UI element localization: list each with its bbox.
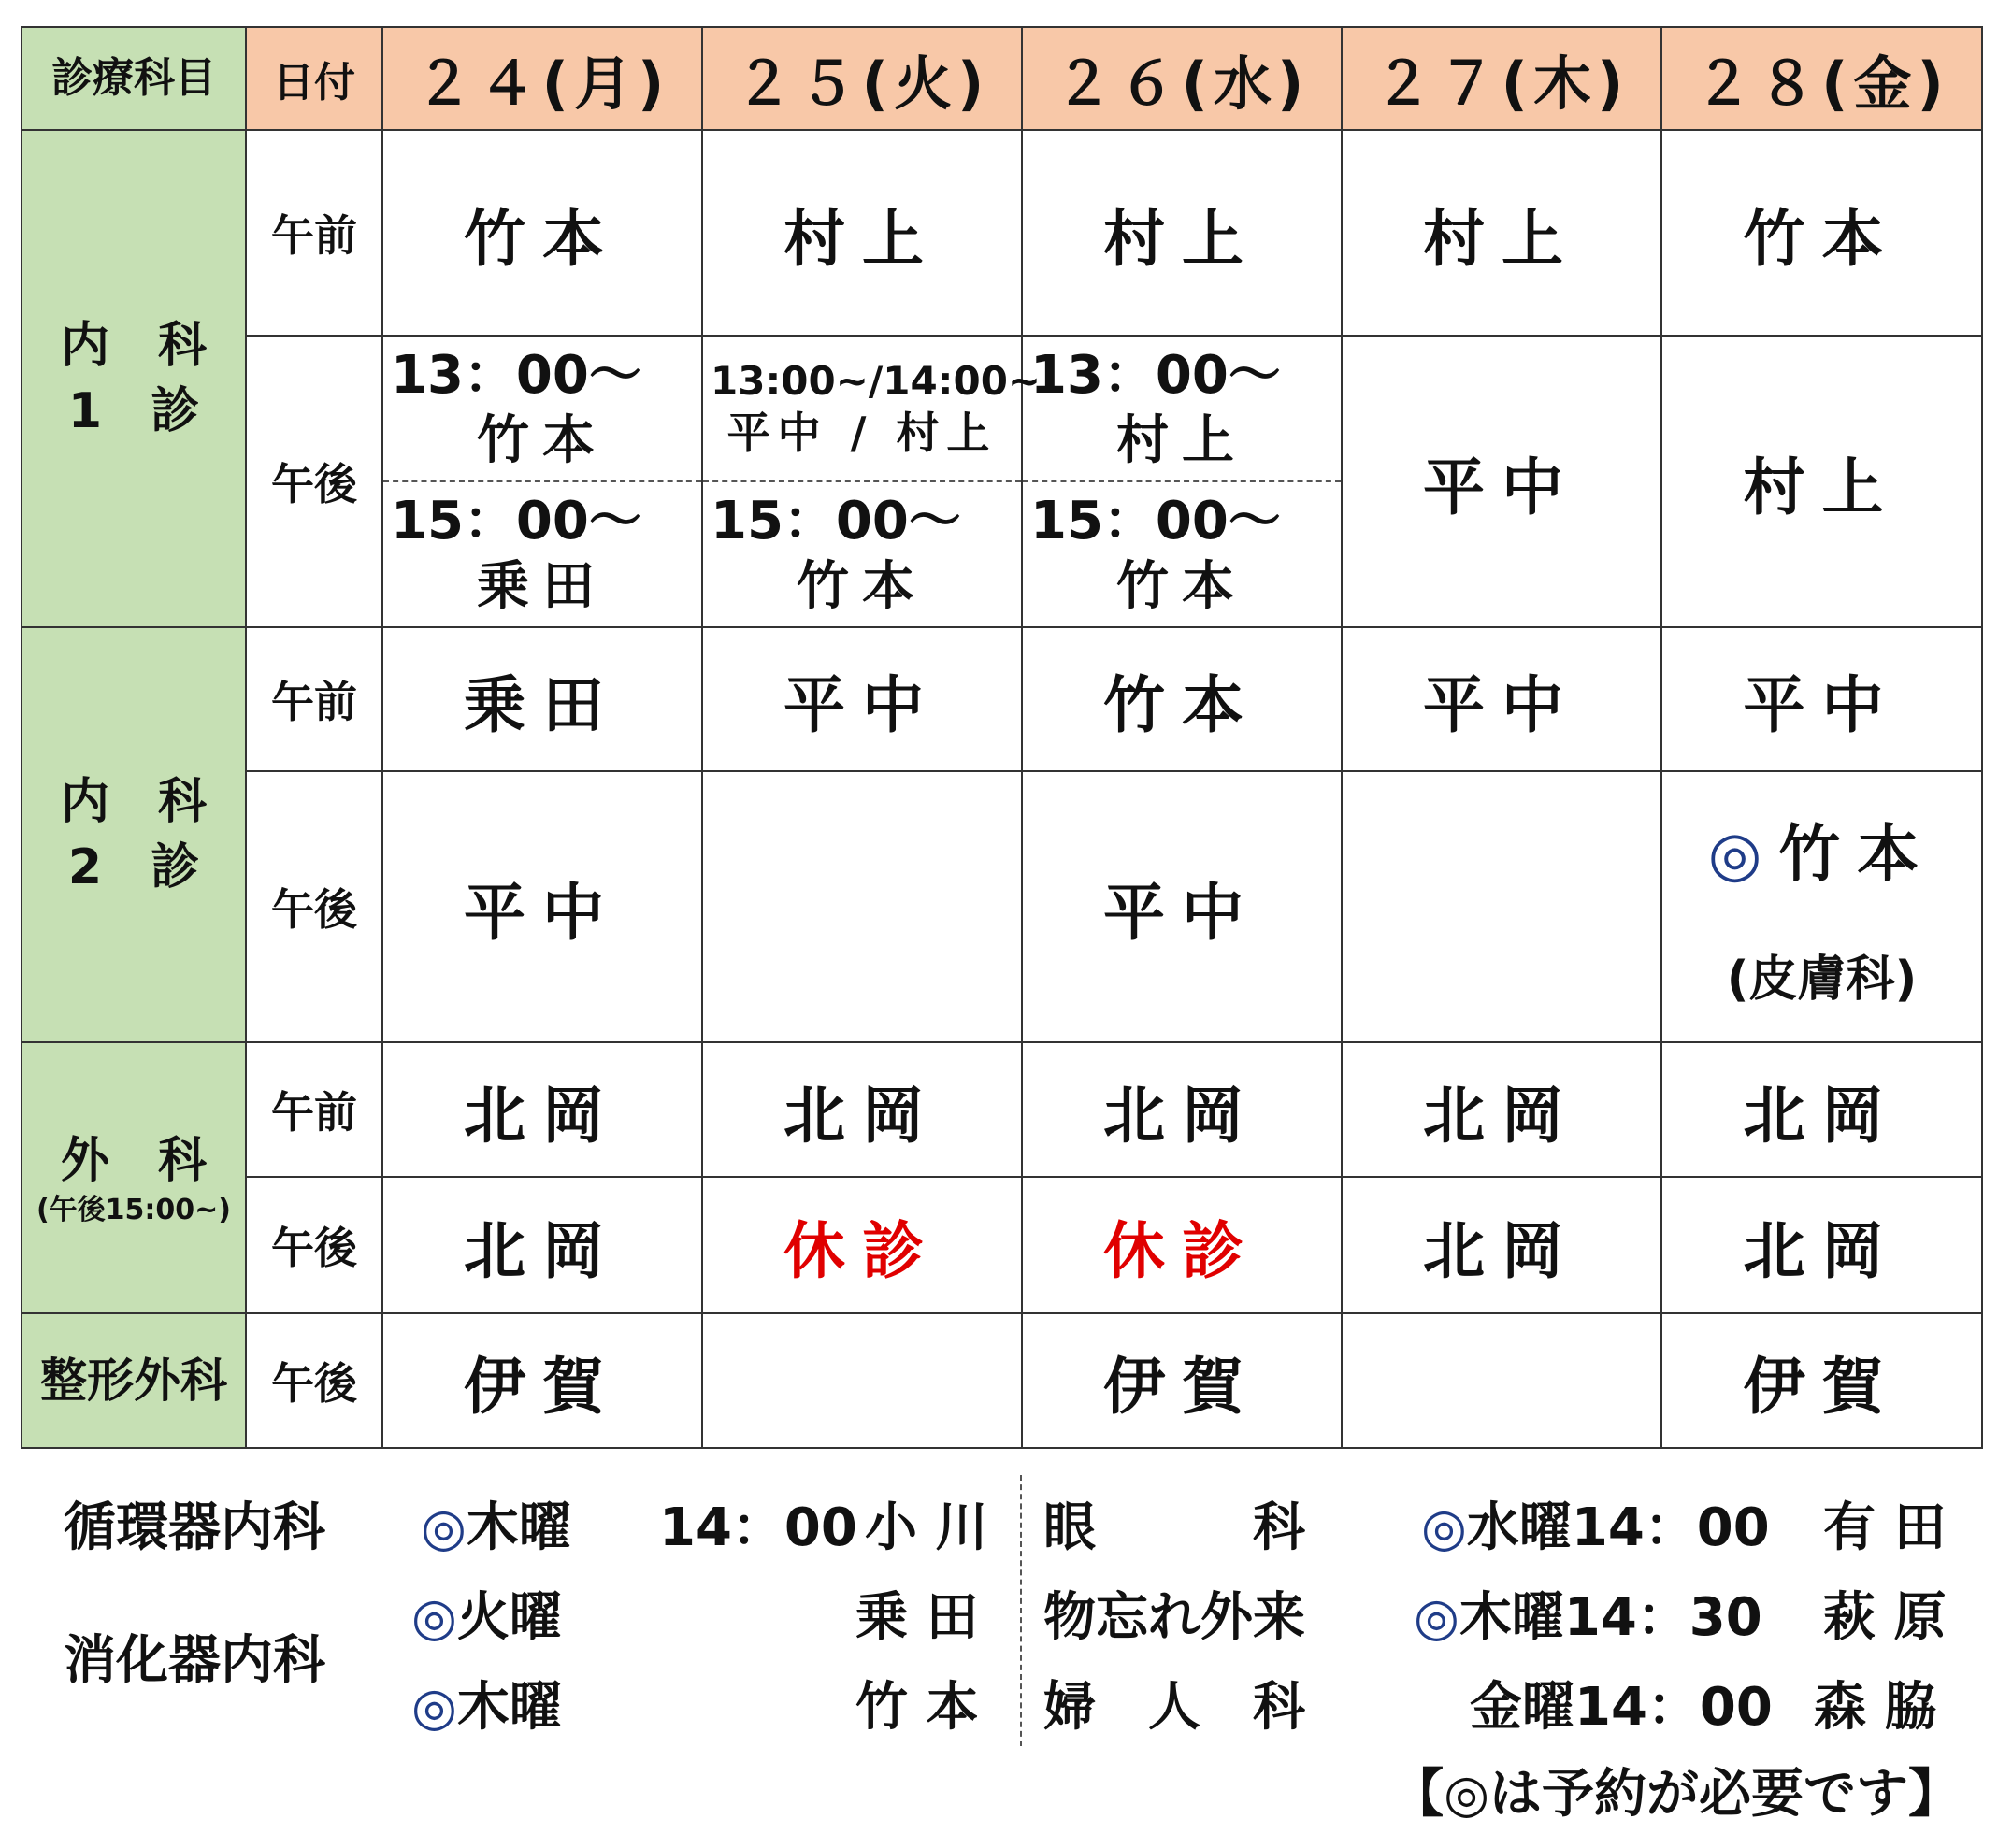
geka-label [22, 1042, 246, 1313]
geka-pm-thu: 北岡 [1342, 1177, 1661, 1313]
naika1-pm-tue [702, 336, 1042, 627]
naika2-pm-fri-note: (皮膚科) [1726, 952, 1918, 1008]
footer-left-day-label-1: 火曜 [456, 1587, 562, 1648]
reservation-note: 【◎は予約が必要です】 [1391, 1764, 1961, 1825]
footer-right-day-0 [1421, 1486, 1770, 1561]
footer-right-dept-2: 婦 人 科 [1043, 1677, 1305, 1738]
geka-am-wed: 北岡 [1022, 1042, 1342, 1177]
naika1-pm-thu: 平中 [1342, 336, 1661, 627]
seikei-pm-wed: 伊賀 [1022, 1313, 1342, 1448]
footer-right-day-label-2: 金曜 [1470, 1677, 1574, 1738]
geka-am-fri: 北岡 [1661, 1042, 1982, 1177]
naika2-pm-fri-name: 竹本 [1778, 818, 1936, 890]
naika1-am-thu: 村上 [1342, 130, 1661, 336]
naika2-am-thu: 平中 [1342, 627, 1661, 771]
geka-pm-fri: 北岡 [1661, 1177, 1982, 1313]
naika1-am-row [22, 130, 1982, 336]
naika1-pm-slot: 午後 [246, 336, 382, 627]
geka-label-text: 外 科 [60, 1132, 207, 1189]
geka-am-slot: 午前 [246, 1042, 382, 1177]
naika1-am-slot: 午前 [246, 130, 382, 336]
footer-left-time-0: 14：00 [659, 1497, 857, 1558]
naika1-label-line2: 1 診 [67, 383, 200, 439]
naika1-label [22, 130, 246, 627]
footer-left-name-1: 乗 田 [855, 1587, 979, 1648]
naika1-pm-row [22, 336, 1982, 627]
geka-pm-tue-closed: 休診 [702, 1177, 1022, 1313]
seikei-pm-mon: 伊賀 [382, 1313, 702, 1448]
seikei-pm-tue [702, 1313, 1022, 1448]
naika2-am-mon: 乗田 [382, 627, 702, 771]
footer-right-time-0: 14：00 [1571, 1497, 1770, 1558]
dept-header: 診療科目 [22, 27, 246, 130]
footer-left-name-0: 小 川 [865, 1497, 988, 1558]
naika2-pm-wed: 平中 [1022, 771, 1342, 1042]
footer-right-dept-1: 物忘れ外来 [1043, 1587, 1305, 1648]
reservation-mark-icon: ◎ [411, 1677, 457, 1738]
naika1-am-mon: 竹本 [382, 130, 702, 336]
naika1-pm-wed [1022, 336, 1342, 627]
naika1-pm-tue-time2: 15：00～ [711, 491, 961, 552]
naika1-pm-wed-name1: 村上 [1116, 410, 1247, 471]
footer-left-day-label-0: 木曜 [466, 1497, 571, 1558]
naika1-pm-wed-time2: 15：00～ [1030, 491, 1281, 552]
naika1-pm-mon-name1: 竹本 [477, 410, 608, 471]
reservation-mark-icon: ◎ [411, 1587, 457, 1648]
naika2-am-slot: 午前 [246, 627, 382, 771]
seikei-pm-thu [1342, 1313, 1661, 1448]
naika1-pm-wed-time1: 13：00～ [1030, 345, 1281, 406]
geka-am-thu: 北岡 [1342, 1042, 1661, 1177]
reservation-mark-icon: ◎ [1421, 1497, 1467, 1558]
naika1-pm-fri: 村上 [1661, 336, 1982, 627]
naika2-pm-row [22, 771, 1982, 1042]
day-header-thu: ２７(木) [1342, 27, 1661, 130]
naika1-pm-tue-time1: 13:00~/14:00~ [711, 358, 1042, 404]
naika2-am-row [22, 627, 1982, 771]
footer-left-day-1 [411, 1576, 562, 1651]
geka-am-row [22, 1042, 1982, 1177]
footer-left-day-2 [411, 1666, 562, 1741]
naika1-pm-mon-time1: 13：00～ [391, 345, 641, 406]
footer-right-name-2: 森 脇 [1814, 1677, 1937, 1738]
footer-right-time-2: 14：00 [1574, 1677, 1773, 1738]
seikei-row [22, 1313, 1982, 1448]
day-header-fri: ２８(金) [1661, 27, 1982, 130]
naika2-pm-tue [702, 771, 1022, 1042]
naika1-pm-mon-name2: 乗田 [477, 556, 608, 617]
footer-right-day-2 [1470, 1666, 1773, 1741]
naika1-pm-mon-time2: 15：00～ [391, 491, 641, 552]
seikei-pm-fri: 伊賀 [1661, 1313, 1982, 1448]
footer-left-day-label-2: 木曜 [456, 1677, 562, 1738]
naika1-pm-mon [382, 336, 702, 627]
geka-label-sub: (午後15:00~) [36, 1194, 232, 1227]
footer-left-day-0 [421, 1486, 571, 1561]
footer-left-dept-1: 消化器内科 [64, 1630, 325, 1691]
naika2-pm-fri [1661, 771, 1982, 1042]
naika2-am-tue: 平中 [702, 627, 1022, 771]
footer-right-name-1: 萩 原 [1823, 1587, 1947, 1648]
naika1-pm-tue-name2: 竹本 [797, 556, 927, 617]
geka-pm-wed-closed: 休診 [1022, 1177, 1342, 1313]
footer-right-time-1: 14：30 [1563, 1587, 1762, 1648]
date-header: 日付 [246, 27, 382, 130]
schedule-table [21, 26, 1983, 1449]
naika2-pm-slot: 午後 [246, 771, 382, 1042]
footer-right-day-1 [1414, 1576, 1762, 1651]
geka-am-tue: 北岡 [702, 1042, 1022, 1177]
geka-pm-mon: 北岡 [382, 1177, 702, 1313]
naika1-pm-wed-name2: 竹本 [1116, 556, 1247, 617]
naika1-label-line1: 内 科 [60, 317, 207, 374]
footer-right-day-label-0: 水曜 [1466, 1497, 1572, 1558]
geka-pm-row [22, 1177, 1982, 1313]
footer-left-name-2: 竹 本 [855, 1677, 979, 1738]
footer-left-dept-0: 循環器内科 [64, 1497, 325, 1558]
naika1-am-fri: 竹本 [1661, 130, 1982, 336]
footer-right-name-0: 有 田 [1823, 1497, 1947, 1558]
naika1-am-tue: 村上 [702, 130, 1022, 336]
naika2-am-wed: 竹本 [1022, 627, 1342, 771]
seikei-pm-slot: 午後 [246, 1313, 382, 1448]
footer-divider [1020, 1475, 1022, 1746]
day-header-tue: ２５(火) [702, 27, 1022, 130]
naika2-am-fri: 平中 [1661, 627, 1982, 771]
footer-right-day-label-1: 木曜 [1459, 1587, 1564, 1648]
reservation-mark-icon: ◎ [1414, 1587, 1459, 1648]
naika2-label-line1: 内 科 [60, 773, 207, 830]
geka-am-mon: 北岡 [382, 1042, 702, 1177]
reservation-mark-icon: ◎ [421, 1497, 467, 1558]
naika2-label [22, 627, 246, 1042]
naika2-pm-thu [1342, 771, 1661, 1042]
day-header-wed: ２６(水) [1022, 27, 1342, 130]
naika2-pm-mon: 平中 [382, 771, 702, 1042]
naika1-am-wed: 村上 [1022, 130, 1342, 336]
footer-right-dept-0: 眼 科 [1043, 1497, 1305, 1558]
header-row [22, 27, 1982, 130]
naika2-label-line2: 2 診 [67, 839, 200, 895]
reservation-mark-icon: ◎ [1707, 818, 1779, 890]
geka-pm-slot: 午後 [246, 1177, 382, 1313]
seikei-label: 整形外科 [22, 1313, 246, 1448]
day-header-mon: ２４(月) [382, 27, 702, 130]
naika1-pm-tue-name1: 平中 / 村上 [726, 407, 998, 458]
